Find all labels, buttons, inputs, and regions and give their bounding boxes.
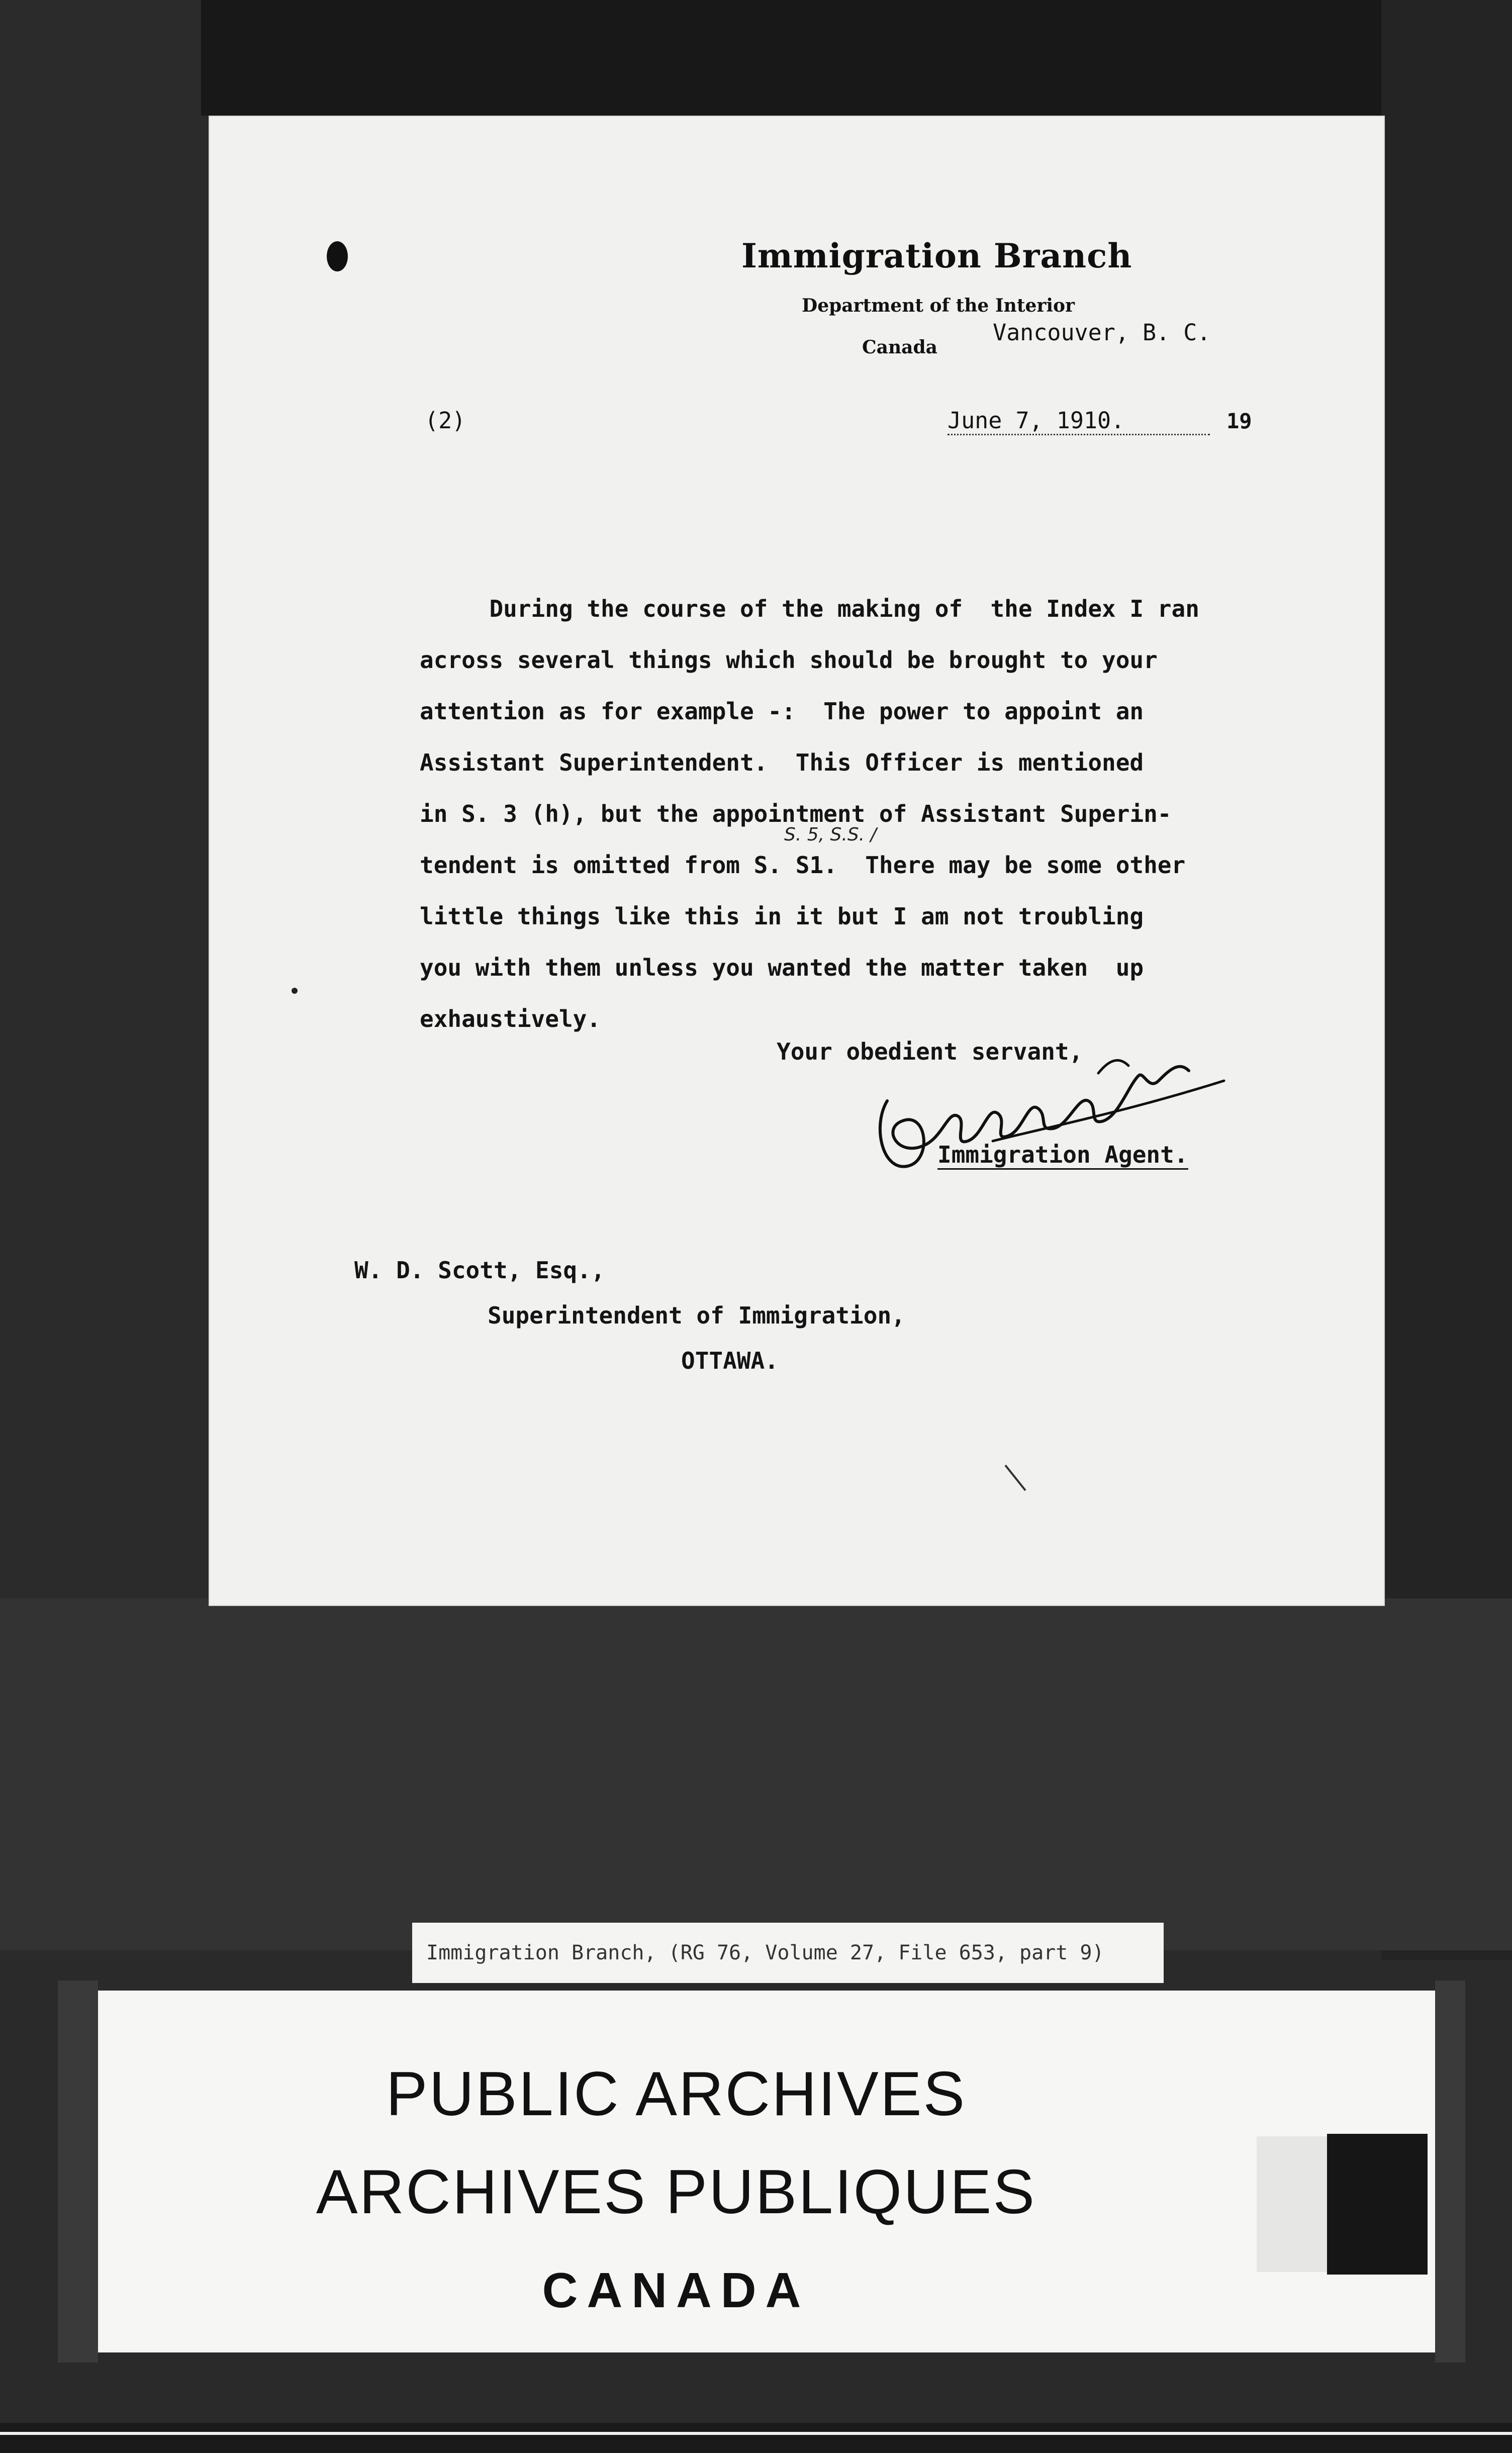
stray-mark: [1003, 1463, 1033, 1493]
body-line: tendent is omitted from S. S1. There may be some other: [420, 852, 1186, 879]
body-line: attention as for example -: The power to appoint an: [420, 698, 1144, 725]
frame-bottom-rule: [0, 2432, 1512, 2435]
archive-label-line-1: PUBLIC ARCHIVES: [386, 2059, 967, 2129]
letterhead-title: Immigration Branch: [741, 236, 1132, 275]
date-year-prefix: 19: [1226, 409, 1252, 433]
speck: [292, 988, 298, 994]
reference-number: (2): [425, 407, 466, 434]
label-tab-shadow: [1327, 2134, 1428, 2275]
letter-page: [209, 116, 1385, 1606]
signatory-title: Immigration Agent.: [937, 1141, 1188, 1170]
handwritten-correction: S. 5, S.S. /: [784, 824, 877, 845]
frame-top-border: [0, 0, 1512, 116]
archive-reference-slip: Immigration Branch, (RG 76, Volume 27, File 653, part 9): [412, 1923, 1164, 1983]
closing-line: Your obedient servant,: [777, 1038, 1083, 1065]
addressee-title: Superintendent of Immigration,: [488, 1302, 905, 1329]
label-left-edge: [58, 1980, 98, 2363]
addressee-city: OTTAWA.: [681, 1347, 779, 1374]
letter-place: Vancouver, B. C.: [993, 319, 1211, 346]
letter-date: June 7, 1910.: [948, 407, 1210, 435]
body-line: little things like this in it but I am not troubling: [420, 903, 1144, 930]
letter-body: [420, 583, 1350, 1045]
body-line: across several things which should be brought to your: [420, 646, 1158, 674]
body-line: you with them unless you wanted the matter taken up: [420, 954, 1144, 981]
punch-hole: [327, 241, 348, 271]
frame-lower-band: [0, 1598, 1512, 1950]
letterhead-department: Department of the Interior: [802, 295, 1075, 316]
body-line: in S. 3 (h), but the appointment of Assistant Superin-: [420, 800, 1172, 827]
body-line: During the course of the making of the Index I ran: [420, 595, 1199, 622]
archive-label-line-3: CANADA: [542, 2262, 810, 2318]
letterhead-country: Canada: [862, 337, 937, 358]
body-line: Assistant Superintendent. This Officer is mentioned: [420, 749, 1144, 776]
archive-label-line-2: ARCHIVES PUBLIQUES: [316, 2157, 1036, 2227]
addressee-name: W. D. Scott, Esq.,: [354, 1257, 605, 1284]
body-line: exhaustively.: [420, 1005, 601, 1032]
label-right-edge: [1435, 1980, 1465, 2363]
frame-bottom-strip: [0, 2423, 1512, 2453]
